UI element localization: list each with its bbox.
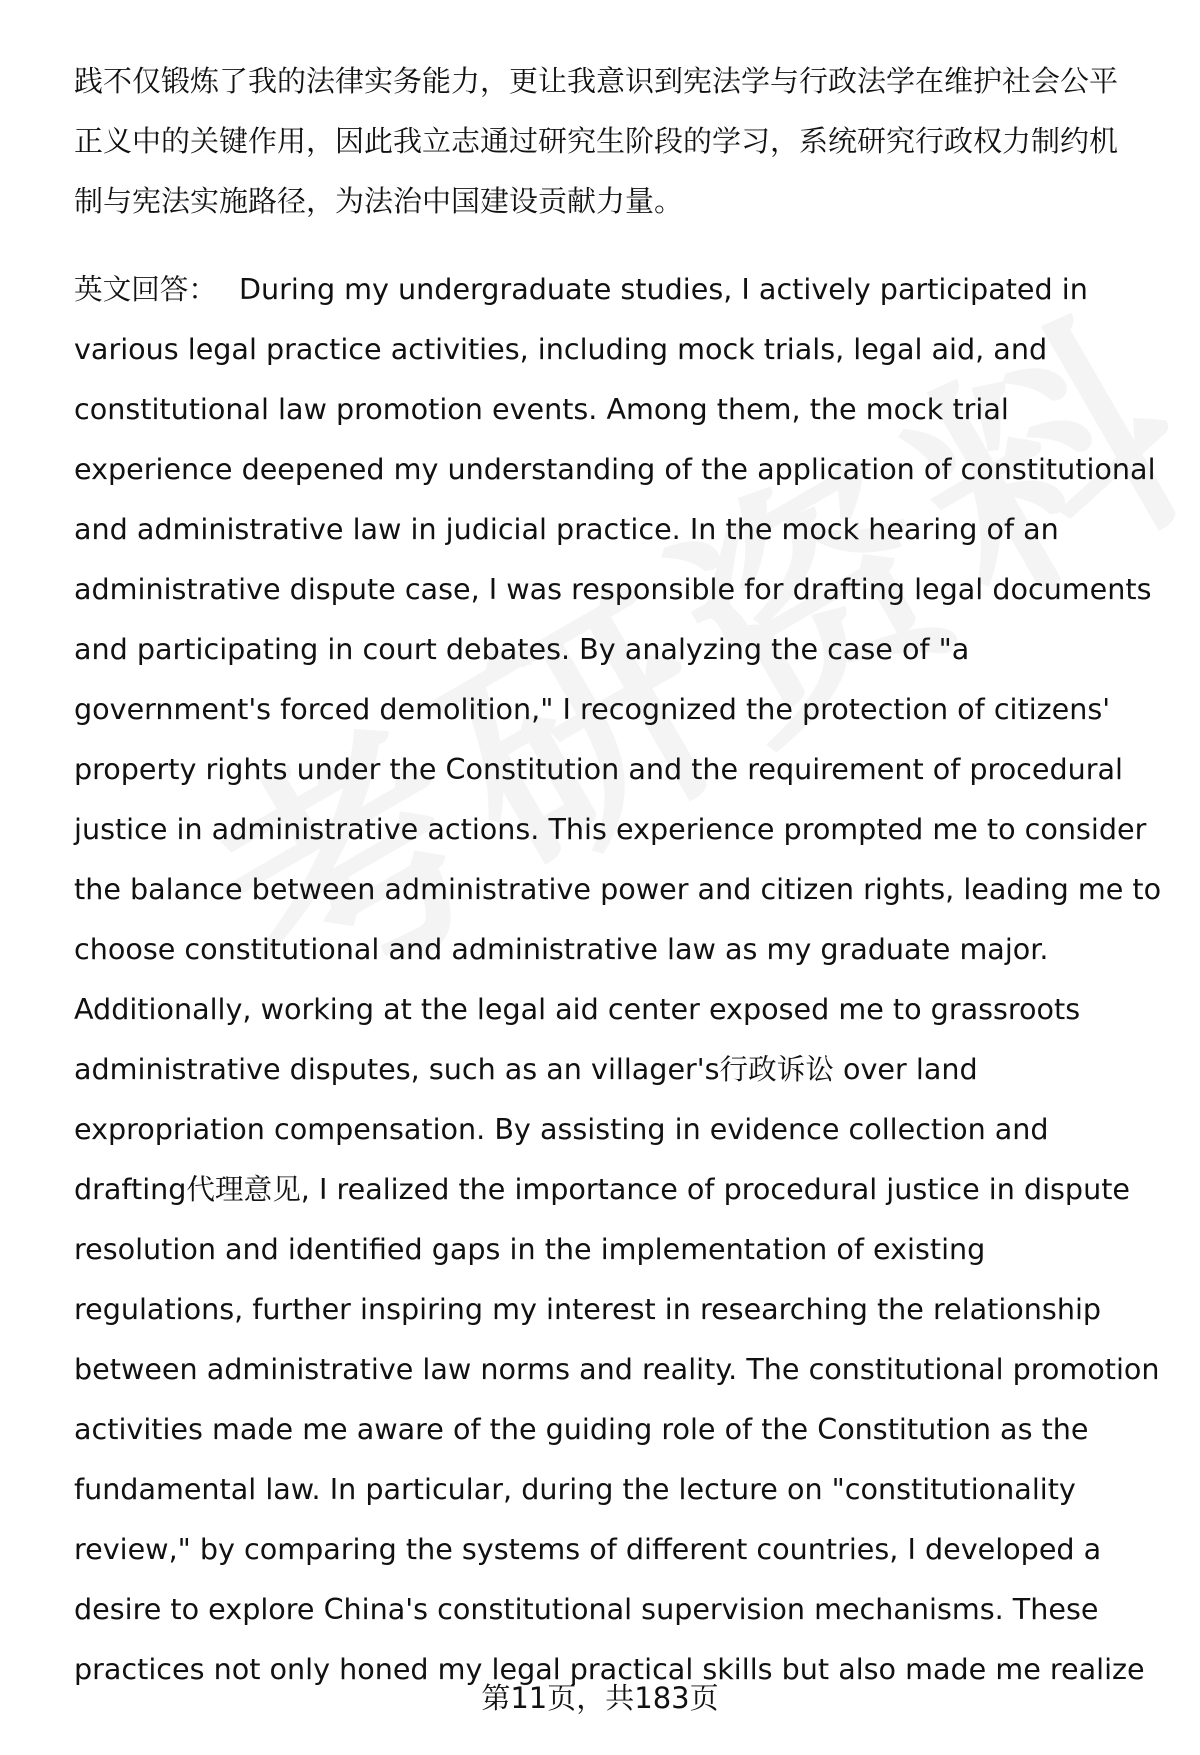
paragraph-line: between administrative law norms and reality. The constitutional promotion bbox=[74, 1352, 1160, 1386]
paragraph-line: 践不仅锻炼了我的法律实务能力，更让我意识到宪法学与行政法学在维护社会公平 bbox=[74, 64, 1119, 98]
paragraph-line: government's forced demolition," I recognized the protection of citizens' bbox=[74, 692, 1111, 726]
paragraph-line: practices not only honed my legal practical skills but also made me realize bbox=[74, 1652, 1145, 1686]
paragraph-line: 正义中的关键作用，因此我立志通过研究生阶段的学习，系统研究行政权力制约机 bbox=[74, 124, 1119, 158]
paragraph-line: the balance between administrative power and citizen rights, leading me to bbox=[74, 872, 1162, 906]
paragraph-line: administrative disputes, such as an villager's行政诉讼 over land bbox=[74, 1052, 978, 1086]
paragraph-line: activities made me aware of the guiding role of the Constitution as the bbox=[74, 1412, 1089, 1446]
answer-label: 英文回答： bbox=[74, 272, 217, 306]
paragraph-line: and administrative law in judicial practice. In the mock hearing of an bbox=[74, 512, 1059, 546]
paragraph-first-line-text: During my undergraduate studies, I actively participated in bbox=[238, 272, 1088, 306]
english-answer-paragraph bbox=[74, 259, 1162, 1699]
paragraph-line: expropriation compensation. By assisting in evidence collection and bbox=[74, 1112, 1049, 1146]
paragraph-line: drafting代理意见, I realized the importance of procedural justice in dispute bbox=[74, 1172, 1130, 1206]
paragraph-line: Additionally, working at the legal aid center exposed me to grassroots bbox=[74, 992, 1081, 1026]
paragraph-line: experience deepened my understanding of the application of constitutional bbox=[74, 452, 1156, 486]
paragraph-line: and participating in court debates. By analyzing the case of "a bbox=[74, 632, 970, 666]
paragraph-line: various legal practice activities, including mock trials, legal aid, and bbox=[74, 332, 1048, 366]
chinese-paragraph bbox=[74, 51, 1154, 231]
paragraph-line: resolution and identified gaps in the implementation of existing bbox=[74, 1232, 986, 1266]
paragraph-line: choose constitutional and administrative law as my graduate major. bbox=[74, 932, 1049, 966]
paragraph-line: review," by comparing the systems of different countries, I developed a bbox=[74, 1532, 1102, 1566]
paragraph-line: administrative dispute case, I was responsible for drafting legal documents bbox=[74, 572, 1152, 606]
paragraph-line: regulations, further inspiring my interest in researching the relationship bbox=[74, 1292, 1102, 1326]
page-footer: 第11页，共183页 bbox=[481, 1681, 719, 1715]
paragraph-line: constitutional law promotion events. Among them, the mock trial bbox=[74, 392, 1009, 426]
paragraph-line: property rights under the Constitution and the requirement of procedural bbox=[74, 752, 1123, 786]
paragraph-line: desire to explore China's constitutional supervision mechanisms. These bbox=[74, 1592, 1099, 1626]
paragraph-line bbox=[74, 259, 1154, 319]
paragraph-line: justice in administrative actions. This experience prompted me to consider bbox=[74, 812, 1147, 846]
paragraph-line: 制与宪法实施路径，为法治中国建设贡献力量。 bbox=[74, 184, 684, 218]
paragraph-line: fundamental law. In particular, during the lecture on "constitutionality bbox=[74, 1472, 1076, 1506]
